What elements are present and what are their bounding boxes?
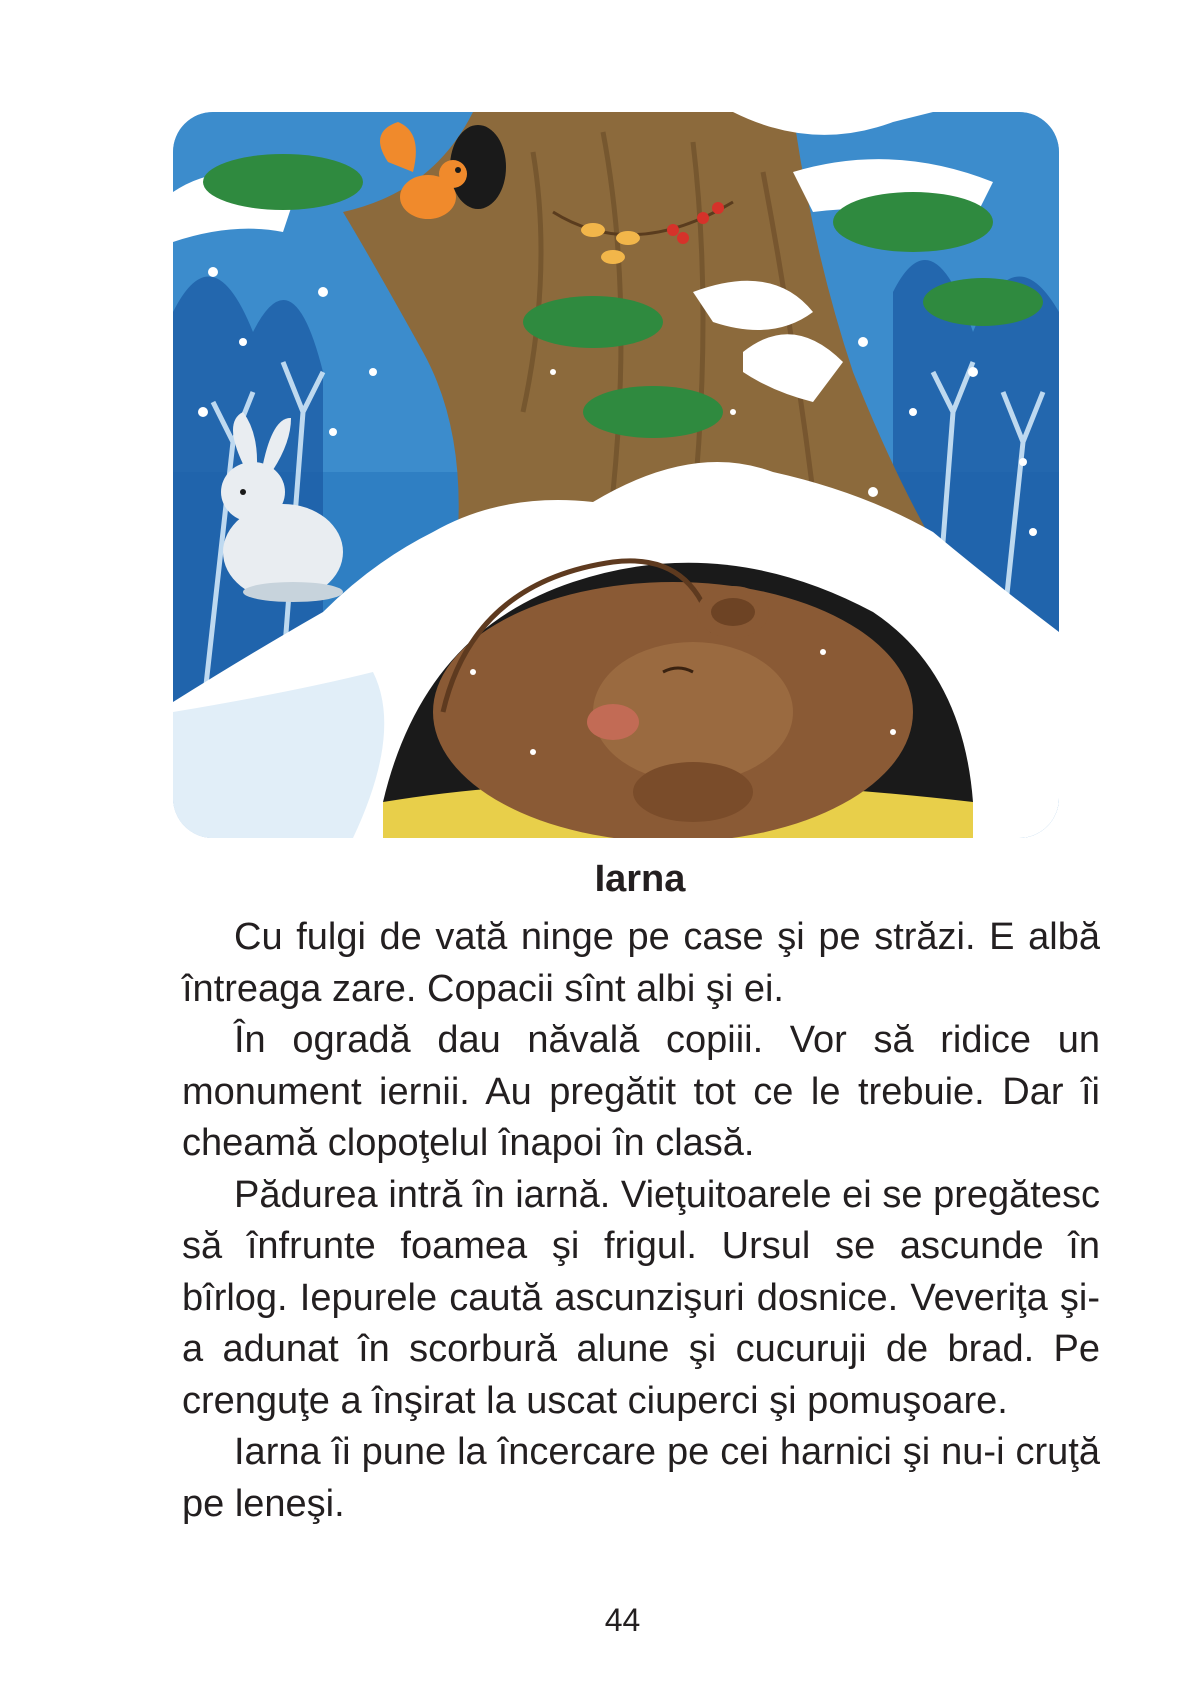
paragraph-3: Pădurea intră în iarnă. Vieţuitoarele ei se pregătesc să înfrunte foamea şi frigul. Ursul se ascunde în bîrlog. Iepurele caută ascunzişuri dosnice. Veveriţa şi-a adunat în scorbură alune şi cucuruji de brad. Pe crenguţe a înşirat la uscat ciuperci şi pomuşoare. xyxy=(182,1173,1100,1422)
story-title: Iarna xyxy=(594,858,686,900)
page-number: 44 xyxy=(604,1602,641,1638)
paragraph-2: În ogradă dau năvală copiii. Vor să ridice un monument iernii. Au pregătit tot ce le trebuie. Dar îi cheamă clopoţelul înapoi în clasă. xyxy=(182,1019,1100,1164)
paragraph-1: Cu fulgi de vată ninge pe case şi pe străzi. E albă întreaga zare. Copacii sînt albi şi ei. xyxy=(182,916,1100,1010)
story-body xyxy=(182,912,1100,1530)
winter-forest-illustration xyxy=(173,112,1059,838)
paragraph-4: Iarna îi pune la încercare pe cei harnici şi nu-i cruţă pe leneşi. xyxy=(182,1431,1100,1525)
